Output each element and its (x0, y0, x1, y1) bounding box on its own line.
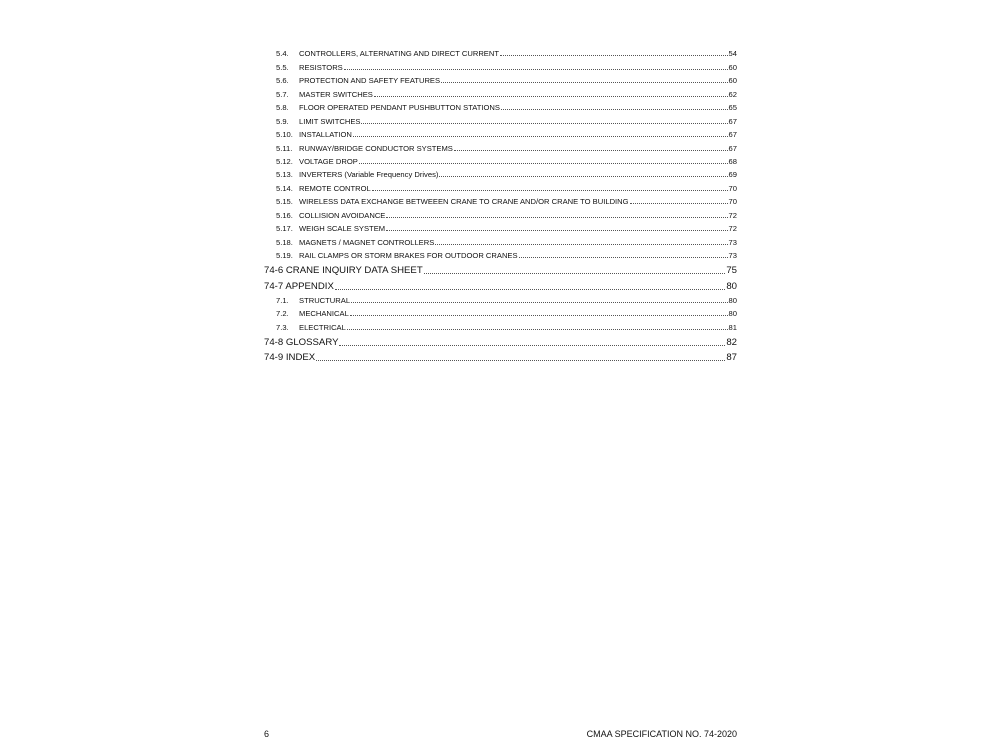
toc-entry-title: RUNWAY/BRIDGE CONDUCTOR SYSTEMS (299, 144, 453, 153)
toc-entry-page: 82 (726, 337, 737, 348)
toc-entry-title: WEIGH SCALE SYSTEM (299, 224, 386, 233)
toc-entry[interactable] (276, 238, 737, 247)
toc-entry-page: 72 (728, 211, 737, 220)
toc-entry-page: 62 (728, 90, 737, 99)
toc-entry-title: FLOOR OPERATED PENDANT PUSHBUTTON STATIONS (299, 103, 500, 112)
toc-entry-number: 5.13. (276, 170, 293, 179)
toc-entry-page: 68 (728, 157, 737, 166)
toc-entry-title: 74-7 APPENDIX (264, 281, 334, 292)
toc-entry-page: 70 (728, 184, 737, 193)
toc-entry-page: 75 (726, 265, 737, 276)
toc-entry-number: 5.5. (276, 63, 289, 72)
toc-entry[interactable] (276, 197, 737, 206)
toc-entry-title: VOLTAGE DROP (299, 157, 358, 166)
toc-entry-number: 5.4. (276, 49, 289, 58)
footer-spec-label: CMAA SPECIFICATION NO. 74-2020 (586, 729, 737, 739)
toc-entry-number: 5.9. (276, 117, 289, 126)
toc-entry-number: 5.10. (276, 130, 293, 139)
toc-entry-title: ELECTRICAL (299, 323, 346, 332)
toc-entry-page: 80 (728, 309, 737, 318)
toc-dot-leader (339, 344, 725, 346)
toc-entry-number: 5.17. (276, 224, 293, 233)
toc-entry-title: 74-6 CRANE INQUIRY DATA SHEET (264, 265, 423, 276)
toc-dot-leader (500, 54, 728, 56)
toc-entry-page: 73 (728, 238, 737, 247)
toc-entry-title: RAIL CLAMPS OR STORM BRAKES FOR OUTDOOR CRANES (299, 251, 518, 260)
toc-entry-title: INSTALLATION (299, 130, 352, 139)
toc-dot-leader (386, 216, 727, 218)
toc-entry-title: STRUCTURAL (299, 296, 351, 305)
toc-entry-number: 5.6. (276, 76, 289, 85)
toc-entry[interactable] (264, 281, 737, 292)
toc-entry-number: 7.3. (276, 323, 289, 332)
toc-dot-leader (351, 301, 727, 303)
toc-entry-number: 5.7. (276, 90, 289, 99)
toc-dot-leader (359, 162, 728, 164)
toc-dot-leader (350, 314, 728, 316)
toc-entry-number: 5.8. (276, 103, 289, 112)
toc-dot-leader (361, 122, 727, 124)
toc-entry[interactable] (276, 251, 737, 260)
toc-entry[interactable] (276, 296, 737, 305)
toc-entry[interactable] (276, 90, 737, 99)
toc-entry[interactable] (276, 170, 737, 179)
toc-dot-leader (386, 229, 727, 231)
toc-entry-title: CONTROLLERS, ALTERNATING AND DIRECT CURRENT (299, 49, 499, 58)
toc-entry[interactable] (276, 117, 737, 126)
toc-entry[interactable] (276, 76, 737, 85)
toc-entry-title: REMOTE CONTROL (299, 184, 371, 193)
toc-entry-page: 54 (728, 49, 737, 58)
toc-entry-title: COLLISION AVOIDANCE (299, 211, 386, 220)
toc-entry-number: 5.15. (276, 197, 293, 206)
toc-entry[interactable] (276, 144, 737, 153)
toc-entry-number: 7.1. (276, 296, 289, 305)
toc-entry-page: 80 (728, 296, 737, 305)
toc-entry-page: 67 (728, 144, 737, 153)
toc-dot-leader (454, 149, 728, 151)
toc-entry-page: 70 (728, 197, 737, 206)
toc-entry[interactable] (276, 323, 737, 332)
toc-entry-number: 5.12. (276, 157, 293, 166)
toc-entry-page: 69 (728, 170, 737, 179)
toc-dot-leader (353, 135, 728, 137)
toc-entry-number: 5.16. (276, 211, 293, 220)
toc-entry[interactable] (264, 337, 737, 348)
toc-dot-leader (630, 202, 728, 204)
toc-entry-page: 72 (728, 224, 737, 233)
footer-page-number: 6 (264, 729, 270, 739)
toc-entry-title: MAGNETS / MAGNET CONTROLLERS (299, 238, 435, 247)
toc-entry-page: 81 (728, 323, 737, 332)
toc-entry-page: 73 (728, 251, 737, 260)
toc-entry[interactable] (276, 211, 737, 220)
toc-entry-title: PROTECTION AND SAFETY FEATURES (299, 76, 441, 85)
toc-entry-page: 87 (726, 352, 737, 363)
toc-dot-leader (316, 359, 725, 361)
toc-entry-page: 60 (728, 63, 737, 72)
toc-dot-leader (435, 243, 727, 245)
toc-entry-number: 5.11. (276, 144, 293, 153)
toc-dot-leader (335, 288, 725, 290)
toc-dot-leader (519, 256, 728, 258)
toc-entry-page: 65 (728, 103, 737, 112)
toc-entry-title: 74-9 INDEX (264, 352, 316, 363)
toc-dot-leader (372, 189, 728, 191)
toc-entry-title: WIRELESS DATA EXCHANGE BETWEEEN CRANE TO CRANE AND/OR CRANE TO BUILDING (299, 197, 629, 206)
toc-dot-leader (347, 328, 728, 330)
toc-entry[interactable] (264, 352, 737, 363)
toc-dot-leader (501, 108, 728, 110)
toc-entry-number: 5.18. (276, 238, 293, 247)
toc-entry[interactable] (264, 265, 737, 276)
toc-entry[interactable] (276, 309, 737, 318)
toc-entry[interactable] (276, 157, 737, 166)
toc-entry[interactable] (276, 130, 737, 139)
toc-entry-title: LIMIT SWITCHES (299, 117, 361, 126)
toc-entry-number: 7.2. (276, 309, 289, 318)
toc-entry[interactable] (276, 184, 737, 193)
toc-entry-title: INVERTERS (Variable Frequency Drives) (299, 170, 439, 179)
toc-entry[interactable] (276, 49, 737, 58)
toc-dot-leader (439, 175, 727, 177)
toc-entry-number: 5.19. (276, 251, 293, 260)
toc-entry-page: 67 (728, 117, 737, 126)
toc-entry[interactable] (276, 224, 737, 233)
toc-entry[interactable] (276, 63, 737, 72)
toc-entry-title: RESISTORS (299, 63, 343, 72)
toc-entry-number: 5.14. (276, 184, 293, 193)
toc-entry-title: MECHANICAL (299, 309, 349, 318)
toc-dot-leader (374, 95, 728, 97)
toc-dot-leader (424, 272, 726, 274)
toc-entry-title: MASTER SWITCHES (299, 90, 373, 99)
toc-dot-leader (344, 68, 728, 70)
toc-entry-page: 80 (726, 281, 737, 292)
toc-dot-leader (441, 81, 727, 83)
toc-entry-page: 60 (728, 76, 737, 85)
toc-entry[interactable] (276, 103, 737, 112)
toc-entry-page: 67 (728, 130, 737, 139)
toc-entry-title: 74-8 GLOSSARY (264, 337, 339, 348)
